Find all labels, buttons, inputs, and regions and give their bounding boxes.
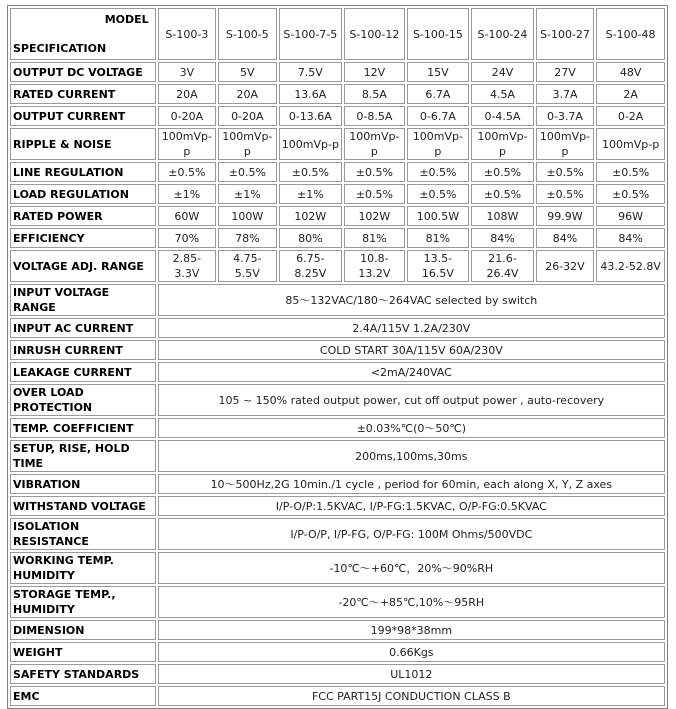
spec-value: 199*98*38mm (158, 620, 665, 640)
spec-label: WEIGHT (10, 642, 156, 662)
spec-value: 102W (344, 206, 405, 226)
spec-value: I/P-O/P, I/P-FG, O/P-FG: 100M Ohms/500VDC (158, 518, 665, 550)
spec-value: 0-20A (158, 106, 216, 126)
spec-label: STORAGE TEMP., HUMIDITY (10, 586, 156, 618)
spec-value: ±0.5% (596, 162, 665, 182)
spec-value: 84% (471, 228, 534, 248)
spec-value: 100mVp-p (596, 128, 665, 160)
spec-value: 13.5-16.5V (407, 250, 470, 282)
spec-row-voltage-adj-range (10, 250, 665, 282)
spec-value: 84% (536, 228, 594, 248)
spec-value: 48V (596, 62, 665, 82)
spec-value: 70% (158, 228, 216, 248)
spec-value: ±0.5% (596, 184, 665, 204)
spec-label: DIMENSION (10, 620, 156, 640)
spec-row-line-regulation (10, 162, 665, 182)
spec-label: ISOLATION RESISTANCE (10, 518, 156, 550)
model-name-cell: S-100-12 (344, 8, 405, 60)
spec-label: INRUSH CURRENT (10, 340, 156, 360)
spec-value: 100W (218, 206, 276, 226)
model-name-cell: S-100-5 (218, 8, 276, 60)
model-name-cell: S-100-27 (536, 8, 594, 60)
spec-label: WORKING TEMP. HUMIDITY (10, 552, 156, 584)
spec-value: 20A (218, 84, 276, 104)
spec-value: 4.75-5.5V (218, 250, 276, 282)
spec-value: 108W (471, 206, 534, 226)
spec-row-setup-rise-hold-time (10, 440, 665, 472)
spec-value: 6.75-8.25V (279, 250, 343, 282)
spec-value: 200ms,100ms,30ms (158, 440, 665, 472)
spec-value: 100mVp-p (344, 128, 405, 160)
spec-value: 100mVp-p (407, 128, 470, 160)
spec-row-ripple-noise (10, 128, 665, 160)
spec-label: LEAKAGE CURRENT (10, 362, 156, 382)
spec-value: 60W (158, 206, 216, 226)
spec-value: 15V (407, 62, 470, 82)
spec-value: 0-2A (596, 106, 665, 126)
spec-row-vibration (10, 474, 665, 494)
spec-value: COLD START 30A/115V 60A/230V (158, 340, 665, 360)
spec-value: 21.6-26.4V (471, 250, 534, 282)
spec-value: 3.7A (536, 84, 594, 104)
spec-value: 100mVp-p (536, 128, 594, 160)
spec-row-over-load-protection (10, 384, 665, 416)
spec-value: ±0.5% (407, 184, 470, 204)
spec-value: 78% (218, 228, 276, 248)
spec-value: ±0.5% (536, 162, 594, 182)
spec-value: ±0.5% (218, 162, 276, 182)
spec-value: 0-6.7A (407, 106, 470, 126)
spec-value: 100mVp-p (158, 128, 216, 160)
model-name-cell: S-100-24 (471, 8, 534, 60)
spec-row-leakage-current (10, 362, 665, 382)
spec-row-withstand-voltage (10, 496, 665, 516)
spec-value: ±0.5% (471, 162, 534, 182)
spec-label: RATED CURRENT (10, 84, 156, 104)
spec-value: 26-32V (536, 250, 594, 282)
spec-value: 99.9W (536, 206, 594, 226)
spec-row-efficiency (10, 228, 665, 248)
spec-value: 13.6A (279, 84, 343, 104)
spec-value: 85～132VAC/180～264VAC selected by switch (158, 284, 665, 316)
spec-value: 0-3.7A (536, 106, 594, 126)
spec-row-weight (10, 642, 665, 662)
spec-value: 3V (158, 62, 216, 82)
spec-value: 27V (536, 62, 594, 82)
spec-value: ±1% (279, 184, 343, 204)
spec-value: 2.85-3.3V (158, 250, 216, 282)
spec-row-dimension (10, 620, 665, 640)
spec-row-working-temp-humidity (10, 552, 665, 584)
model-label: MODEL (104, 13, 149, 26)
spec-label: INPUT AC CURRENT (10, 318, 156, 338)
spec-label: VIBRATION (10, 474, 156, 494)
spec-value: <2mA/240VAC (158, 362, 665, 382)
spec-label: EFFICIENCY (10, 228, 156, 248)
model-name-cell: S-100-48 (596, 8, 665, 60)
spec-value: 5V (218, 62, 276, 82)
spec-value: 10～500Hz,2G 10min./1 cycle , period for 60min, each along X, Y, Z axes (158, 474, 665, 494)
spec-row-safety-standards (10, 664, 665, 684)
spec-value: 6.7A (407, 84, 470, 104)
spec-value: 105 ~ 150% rated output power, cut off output power , auto-recovery (158, 384, 665, 416)
spec-label: OUTPUT DC VOLTAGE (10, 62, 156, 82)
spec-value: 84% (596, 228, 665, 248)
spec-value: 10.8-13.2V (344, 250, 405, 282)
spec-value: 24V (471, 62, 534, 82)
spec-label: OUTPUT CURRENT (10, 106, 156, 126)
spec-row-storage-temp-humidity (10, 586, 665, 618)
spec-row-load-regulation (10, 184, 665, 204)
spec-row-inrush-current (10, 340, 665, 360)
spec-value: 7.5V (279, 62, 343, 82)
spec-value: FCC PART15J CONDUCTION CLASS B (158, 686, 665, 706)
spec-value: ±0.5% (471, 184, 534, 204)
spec-value: 0-20A (218, 106, 276, 126)
spec-value: ±0.5% (279, 162, 343, 182)
model-name-cell: S-100-3 (158, 8, 216, 60)
spec-label: SAFETY STANDARDS (10, 664, 156, 684)
spec-value: 2.4A/115V 1.2A/230V (158, 318, 665, 338)
spec-value: 81% (344, 228, 405, 248)
spec-value: ±0.03%℃(0～50℃) (158, 418, 665, 438)
spec-value: 96W (596, 206, 665, 226)
spec-value: -10℃～+60℃，20%～90%RH (158, 552, 665, 584)
spec-row-temp-coefficient (10, 418, 665, 438)
spec-table (7, 5, 668, 709)
spec-value: 100.5W (407, 206, 470, 226)
spec-row-input-ac-current (10, 318, 665, 338)
spec-value: 81% (407, 228, 470, 248)
model-name-cell: S-100-15 (407, 8, 470, 60)
spec-value: ±0.5% (344, 184, 405, 204)
spec-value: ±1% (218, 184, 276, 204)
spec-label: RATED POWER (10, 206, 156, 226)
spec-row-rated-power (10, 206, 665, 226)
header-label-cell (10, 8, 156, 60)
spec-value: I/P-O/P:1.5KVAC, I/P-FG:1.5KVAC, O/P-FG:0.5KVAC (158, 496, 665, 516)
spec-value: 0-8.5A (344, 106, 405, 126)
spec-table-body (10, 8, 665, 706)
spec-label: TEMP. COEFFICIENT (10, 418, 156, 438)
spec-value: -20℃～+85℃,10%～95RH (158, 586, 665, 618)
specification-label: SPECIFICATION (13, 42, 107, 55)
spec-value: 0-4.5A (471, 106, 534, 126)
spec-value: UL1012 (158, 664, 665, 684)
spec-label: INPUT VOLTAGE RANGE (10, 284, 156, 316)
spec-label: RIPPLE & NOISE (10, 128, 156, 160)
spec-value: 4.5A (471, 84, 534, 104)
spec-row-isolation-resistance (10, 518, 665, 550)
spec-value: ±1% (158, 184, 216, 204)
spec-value: 100mVp-p (279, 128, 343, 160)
spec-value: 0.66Kgs (158, 642, 665, 662)
spec-label: SETUP, RISE, HOLD TIME (10, 440, 156, 472)
spec-row-output-current (10, 106, 665, 126)
spec-row-input-voltage-range (10, 284, 665, 316)
spec-row-output-dc-voltage (10, 62, 665, 82)
spec-value: ±0.5% (536, 184, 594, 204)
spec-label: OVER LOAD PROTECTION (10, 384, 156, 416)
spec-value: ±0.5% (158, 162, 216, 182)
spec-value: 2A (596, 84, 665, 104)
spec-label: LINE REGULATION (10, 162, 156, 182)
spec-value: ±0.5% (407, 162, 470, 182)
spec-label: WITHSTAND VOLTAGE (10, 496, 156, 516)
spec-label: LOAD REGULATION (10, 184, 156, 204)
spec-row-emc (10, 686, 665, 706)
spec-row-rated-current (10, 84, 665, 104)
spec-label: EMC (10, 686, 156, 706)
spec-value: 12V (344, 62, 405, 82)
spec-value: 0-13.6A (279, 106, 343, 126)
spec-value: 100mVp-p (218, 128, 276, 160)
model-name-cell: S-100-7-5 (279, 8, 343, 60)
spec-label: VOLTAGE ADJ. RANGE (10, 250, 156, 282)
spec-value: 8.5A (344, 84, 405, 104)
spec-value: 80% (279, 228, 343, 248)
spec-value: 43.2-52.8V (596, 250, 665, 282)
spec-value: 20A (158, 84, 216, 104)
spec-value: ±0.5% (344, 162, 405, 182)
spec-value: 102W (279, 206, 343, 226)
spec-value: 100mVp-p (471, 128, 534, 160)
header-row (10, 8, 665, 60)
